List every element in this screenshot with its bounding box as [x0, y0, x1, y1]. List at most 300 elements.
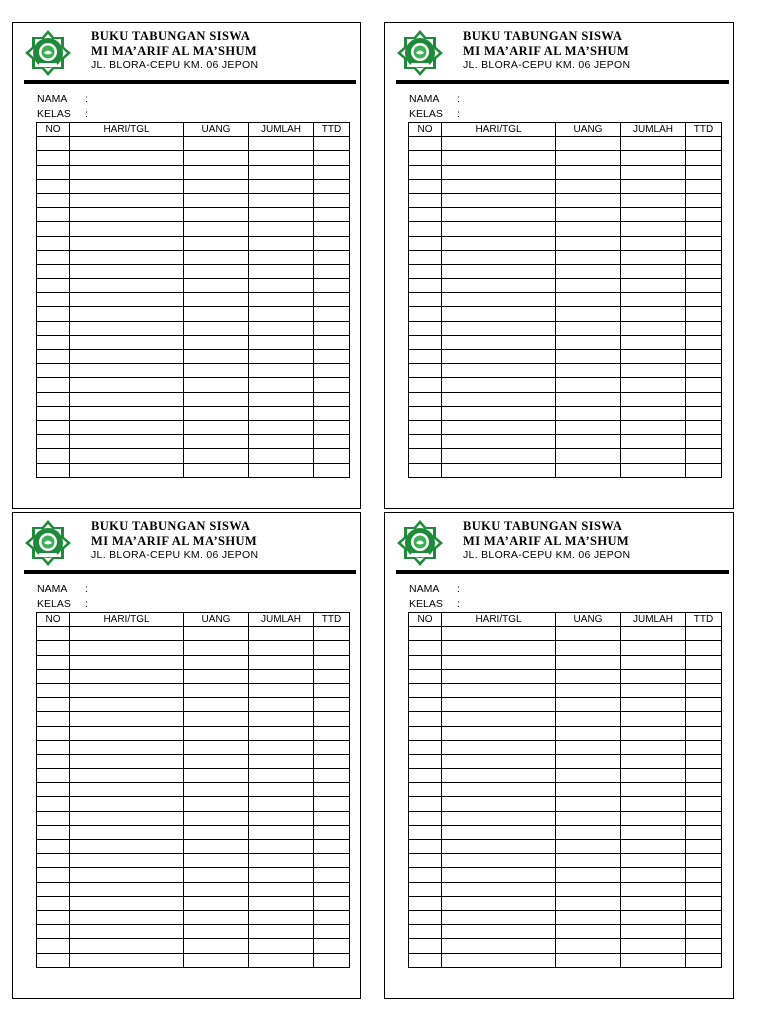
- table-cell[interactable]: [556, 463, 621, 477]
- table-cell[interactable]: [442, 726, 556, 740]
- table-cell[interactable]: [556, 222, 621, 236]
- table-cell[interactable]: [314, 868, 350, 882]
- table-cell[interactable]: [686, 627, 722, 641]
- table-cell[interactable]: [70, 321, 184, 335]
- table-cell[interactable]: [442, 754, 556, 768]
- table-cell[interactable]: [70, 896, 184, 910]
- table-cell[interactable]: [556, 250, 621, 264]
- table-cell[interactable]: [184, 797, 249, 811]
- table-cell[interactable]: [442, 953, 556, 967]
- table-cell[interactable]: [37, 953, 70, 967]
- table-cell[interactable]: [621, 463, 686, 477]
- table-cell[interactable]: [70, 797, 184, 811]
- table-cell[interactable]: [184, 435, 249, 449]
- table-cell[interactable]: [184, 825, 249, 839]
- table-cell[interactable]: [249, 378, 314, 392]
- table-cell[interactable]: [409, 825, 442, 839]
- table-cell[interactable]: [621, 165, 686, 179]
- table-cell[interactable]: [70, 222, 184, 236]
- table-cell[interactable]: [314, 151, 350, 165]
- table-cell[interactable]: [184, 683, 249, 697]
- table-cell[interactable]: [686, 151, 722, 165]
- table-cell[interactable]: [184, 754, 249, 768]
- table-cell[interactable]: [686, 463, 722, 477]
- table-cell[interactable]: [37, 669, 70, 683]
- table-cell[interactable]: [686, 641, 722, 655]
- table-cell[interactable]: [556, 910, 621, 924]
- table-cell[interactable]: [314, 840, 350, 854]
- table-cell[interactable]: [184, 378, 249, 392]
- table-cell[interactable]: [442, 825, 556, 839]
- table-cell[interactable]: [621, 406, 686, 420]
- table-cell[interactable]: [686, 250, 722, 264]
- table-cell[interactable]: [249, 953, 314, 967]
- table-cell[interactable]: [556, 939, 621, 953]
- table-cell[interactable]: [442, 882, 556, 896]
- table-cell[interactable]: [556, 165, 621, 179]
- table-cell[interactable]: [409, 882, 442, 896]
- table-cell[interactable]: [409, 840, 442, 854]
- table-cell[interactable]: [686, 726, 722, 740]
- table-cell[interactable]: [37, 655, 70, 669]
- table-cell[interactable]: [442, 222, 556, 236]
- table-cell[interactable]: [409, 392, 442, 406]
- table-cell[interactable]: [556, 698, 621, 712]
- table-cell[interactable]: [249, 165, 314, 179]
- table-cell[interactable]: [621, 712, 686, 726]
- table-cell[interactable]: [37, 449, 70, 463]
- table-cell[interactable]: [37, 754, 70, 768]
- table-cell[interactable]: [442, 420, 556, 434]
- table-cell[interactable]: [409, 435, 442, 449]
- table-cell[interactable]: [556, 627, 621, 641]
- table-cell[interactable]: [621, 641, 686, 655]
- table-cell[interactable]: [621, 783, 686, 797]
- table-cell[interactable]: [37, 896, 70, 910]
- table-cell[interactable]: [314, 939, 350, 953]
- table-cell[interactable]: [556, 683, 621, 697]
- table-cell[interactable]: [37, 435, 70, 449]
- table-cell[interactable]: [70, 726, 184, 740]
- table-cell[interactable]: [621, 840, 686, 854]
- table-cell[interactable]: [621, 627, 686, 641]
- table-cell[interactable]: [249, 193, 314, 207]
- table-cell[interactable]: [249, 264, 314, 278]
- table-cell[interactable]: [70, 655, 184, 669]
- table-cell[interactable]: [184, 740, 249, 754]
- table-cell[interactable]: [621, 321, 686, 335]
- table-cell[interactable]: [556, 335, 621, 349]
- table-cell[interactable]: [70, 882, 184, 896]
- table-cell[interactable]: [70, 910, 184, 924]
- table-cell[interactable]: [409, 165, 442, 179]
- table-cell[interactable]: [409, 463, 442, 477]
- table-cell[interactable]: [184, 222, 249, 236]
- table-cell[interactable]: [442, 208, 556, 222]
- table-cell[interactable]: [442, 854, 556, 868]
- table-cell[interactable]: [409, 250, 442, 264]
- table-cell[interactable]: [314, 321, 350, 335]
- table-cell[interactable]: [37, 463, 70, 477]
- table-cell[interactable]: [621, 726, 686, 740]
- table-cell[interactable]: [409, 854, 442, 868]
- table-cell[interactable]: [314, 641, 350, 655]
- table-cell[interactable]: [409, 910, 442, 924]
- table-cell[interactable]: [70, 250, 184, 264]
- table-cell[interactable]: [556, 364, 621, 378]
- table-cell[interactable]: [621, 754, 686, 768]
- table-cell[interactable]: [70, 420, 184, 434]
- table-cell[interactable]: [442, 740, 556, 754]
- table-cell[interactable]: [314, 449, 350, 463]
- table-cell[interactable]: [442, 364, 556, 378]
- table-cell[interactable]: [621, 378, 686, 392]
- table-cell[interactable]: [70, 939, 184, 953]
- table-cell[interactable]: [409, 712, 442, 726]
- table-cell[interactable]: [70, 825, 184, 839]
- table-cell[interactable]: [409, 769, 442, 783]
- table-cell[interactable]: [184, 321, 249, 335]
- table-cell[interactable]: [314, 854, 350, 868]
- table-cell[interactable]: [37, 854, 70, 868]
- table-cell[interactable]: [37, 378, 70, 392]
- table-cell[interactable]: [37, 406, 70, 420]
- table-cell[interactable]: [442, 193, 556, 207]
- table-cell[interactable]: [314, 307, 350, 321]
- table-cell[interactable]: [409, 420, 442, 434]
- table-cell[interactable]: [184, 179, 249, 193]
- table-cell[interactable]: [556, 868, 621, 882]
- table-cell[interactable]: [37, 151, 70, 165]
- table-cell[interactable]: [249, 321, 314, 335]
- table-cell[interactable]: [314, 698, 350, 712]
- table-cell[interactable]: [442, 641, 556, 655]
- table-cell[interactable]: [556, 193, 621, 207]
- table-cell[interactable]: [184, 627, 249, 641]
- table-cell[interactable]: [249, 825, 314, 839]
- table-cell[interactable]: [442, 378, 556, 392]
- table-cell[interactable]: [249, 641, 314, 655]
- table-cell[interactable]: [249, 939, 314, 953]
- table-cell[interactable]: [70, 392, 184, 406]
- table-cell[interactable]: [442, 179, 556, 193]
- table-cell[interactable]: [442, 939, 556, 953]
- table-cell[interactable]: [556, 321, 621, 335]
- table-cell[interactable]: [556, 840, 621, 854]
- table-cell[interactable]: [70, 925, 184, 939]
- table-cell[interactable]: [184, 641, 249, 655]
- table-cell[interactable]: [442, 683, 556, 697]
- table-cell[interactable]: [37, 193, 70, 207]
- table-cell[interactable]: [314, 627, 350, 641]
- table-cell[interactable]: [409, 896, 442, 910]
- table-cell[interactable]: [621, 350, 686, 364]
- table-cell[interactable]: [686, 825, 722, 839]
- table-cell[interactable]: [556, 435, 621, 449]
- table-cell[interactable]: [249, 655, 314, 669]
- table-cell[interactable]: [37, 137, 70, 151]
- table-cell[interactable]: [556, 406, 621, 420]
- table-cell[interactable]: [556, 420, 621, 434]
- table-cell[interactable]: [621, 222, 686, 236]
- table-cell[interactable]: [249, 392, 314, 406]
- table-cell[interactable]: [249, 910, 314, 924]
- table-cell[interactable]: [70, 627, 184, 641]
- table-cell[interactable]: [249, 627, 314, 641]
- table-cell[interactable]: [37, 811, 70, 825]
- table-cell[interactable]: [686, 783, 722, 797]
- table-cell[interactable]: [686, 335, 722, 349]
- table-cell[interactable]: [686, 137, 722, 151]
- table-cell[interactable]: [249, 726, 314, 740]
- table-cell[interactable]: [70, 783, 184, 797]
- table-cell[interactable]: [314, 335, 350, 349]
- table-cell[interactable]: [184, 392, 249, 406]
- table-cell[interactable]: [409, 698, 442, 712]
- table-cell[interactable]: [249, 350, 314, 364]
- table-cell[interactable]: [314, 740, 350, 754]
- table-cell[interactable]: [70, 335, 184, 349]
- table-cell[interactable]: [314, 350, 350, 364]
- table-cell[interactable]: [184, 293, 249, 307]
- table-cell[interactable]: [621, 307, 686, 321]
- table-cell[interactable]: [314, 882, 350, 896]
- table-cell[interactable]: [70, 449, 184, 463]
- table-cell[interactable]: [37, 179, 70, 193]
- table-cell[interactable]: [686, 350, 722, 364]
- table-cell[interactable]: [37, 420, 70, 434]
- table-cell[interactable]: [409, 335, 442, 349]
- table-cell[interactable]: [314, 193, 350, 207]
- table-cell[interactable]: [409, 279, 442, 293]
- table-cell[interactable]: [621, 137, 686, 151]
- table-cell[interactable]: [184, 165, 249, 179]
- table-cell[interactable]: [442, 321, 556, 335]
- table-cell[interactable]: [621, 364, 686, 378]
- table-cell[interactable]: [409, 350, 442, 364]
- table-cell[interactable]: [442, 655, 556, 669]
- table-cell[interactable]: [442, 783, 556, 797]
- table-cell[interactable]: [37, 882, 70, 896]
- table-cell[interactable]: [70, 208, 184, 222]
- table-cell[interactable]: [442, 627, 556, 641]
- table-cell[interactable]: [184, 953, 249, 967]
- table-cell[interactable]: [184, 655, 249, 669]
- table-cell[interactable]: [556, 655, 621, 669]
- table-cell[interactable]: [37, 910, 70, 924]
- table-cell[interactable]: [184, 350, 249, 364]
- table-cell[interactable]: [409, 449, 442, 463]
- table-cell[interactable]: [184, 208, 249, 222]
- table-cell[interactable]: [686, 293, 722, 307]
- table-cell[interactable]: [556, 882, 621, 896]
- table-cell[interactable]: [686, 712, 722, 726]
- table-cell[interactable]: [442, 712, 556, 726]
- table-cell[interactable]: [621, 698, 686, 712]
- table-cell[interactable]: [556, 378, 621, 392]
- table-cell[interactable]: [314, 250, 350, 264]
- table-cell[interactable]: [249, 712, 314, 726]
- table-cell[interactable]: [70, 350, 184, 364]
- table-cell[interactable]: [184, 669, 249, 683]
- table-cell[interactable]: [556, 279, 621, 293]
- table-cell[interactable]: [314, 953, 350, 967]
- table-cell[interactable]: [442, 811, 556, 825]
- table-cell[interactable]: [70, 854, 184, 868]
- table-cell[interactable]: [556, 293, 621, 307]
- table-cell[interactable]: [249, 463, 314, 477]
- table-cell[interactable]: [442, 797, 556, 811]
- table-cell[interactable]: [249, 896, 314, 910]
- table-cell[interactable]: [442, 669, 556, 683]
- table-cell[interactable]: [314, 406, 350, 420]
- table-cell[interactable]: [621, 193, 686, 207]
- table-cell[interactable]: [686, 740, 722, 754]
- table-cell[interactable]: [686, 882, 722, 896]
- table-cell[interactable]: [37, 683, 70, 697]
- table-cell[interactable]: [184, 882, 249, 896]
- table-cell[interactable]: [556, 740, 621, 754]
- table-cell[interactable]: [249, 420, 314, 434]
- table-cell[interactable]: [556, 151, 621, 165]
- table-cell[interactable]: [184, 939, 249, 953]
- table-cell[interactable]: [184, 712, 249, 726]
- table-cell[interactable]: [442, 769, 556, 783]
- table-cell[interactable]: [556, 726, 621, 740]
- table-cell[interactable]: [314, 137, 350, 151]
- table-cell[interactable]: [314, 364, 350, 378]
- table-cell[interactable]: [37, 769, 70, 783]
- table-cell[interactable]: [70, 769, 184, 783]
- table-cell[interactable]: [621, 420, 686, 434]
- table-cell[interactable]: [249, 868, 314, 882]
- table-cell[interactable]: [37, 335, 70, 349]
- table-cell[interactable]: [70, 293, 184, 307]
- table-cell[interactable]: [621, 868, 686, 882]
- table-cell[interactable]: [442, 698, 556, 712]
- table-cell[interactable]: [621, 151, 686, 165]
- table-cell[interactable]: [409, 627, 442, 641]
- table-cell[interactable]: [37, 712, 70, 726]
- table-cell[interactable]: [442, 279, 556, 293]
- table-cell[interactable]: [686, 811, 722, 825]
- table-cell[interactable]: [686, 165, 722, 179]
- table-cell[interactable]: [686, 264, 722, 278]
- table-cell[interactable]: [249, 854, 314, 868]
- table-cell[interactable]: [184, 811, 249, 825]
- table-cell[interactable]: [621, 669, 686, 683]
- table-cell[interactable]: [686, 698, 722, 712]
- table-cell[interactable]: [70, 669, 184, 683]
- table-cell[interactable]: [556, 641, 621, 655]
- table-cell[interactable]: [442, 236, 556, 250]
- table-cell[interactable]: [249, 208, 314, 222]
- table-cell[interactable]: [442, 293, 556, 307]
- table-cell[interactable]: [621, 392, 686, 406]
- table-cell[interactable]: [686, 208, 722, 222]
- table-cell[interactable]: [556, 811, 621, 825]
- table-cell[interactable]: [184, 698, 249, 712]
- table-cell[interactable]: [314, 222, 350, 236]
- table-cell[interactable]: [70, 698, 184, 712]
- table-cell[interactable]: [249, 151, 314, 165]
- table-cell[interactable]: [442, 392, 556, 406]
- table-cell[interactable]: [621, 769, 686, 783]
- table-cell[interactable]: [409, 953, 442, 967]
- table-cell[interactable]: [409, 669, 442, 683]
- table-cell[interactable]: [249, 435, 314, 449]
- table-cell[interactable]: [314, 208, 350, 222]
- table-cell[interactable]: [409, 868, 442, 882]
- table-cell[interactable]: [70, 641, 184, 655]
- table-cell[interactable]: [70, 435, 184, 449]
- table-cell[interactable]: [249, 740, 314, 754]
- table-cell[interactable]: [314, 655, 350, 669]
- table-cell[interactable]: [314, 420, 350, 434]
- table-cell[interactable]: [249, 406, 314, 420]
- table-cell[interactable]: [621, 910, 686, 924]
- table-cell[interactable]: [314, 378, 350, 392]
- table-cell[interactable]: [314, 392, 350, 406]
- table-cell[interactable]: [621, 683, 686, 697]
- table-cell[interactable]: [442, 335, 556, 349]
- table-cell[interactable]: [621, 435, 686, 449]
- table-cell[interactable]: [70, 378, 184, 392]
- table-cell[interactable]: [70, 236, 184, 250]
- table-cell[interactable]: [442, 165, 556, 179]
- table-cell[interactable]: [184, 193, 249, 207]
- table-cell[interactable]: [184, 449, 249, 463]
- table-cell[interactable]: [249, 754, 314, 768]
- table-cell[interactable]: [37, 783, 70, 797]
- table-cell[interactable]: [621, 896, 686, 910]
- table-cell[interactable]: [556, 925, 621, 939]
- table-cell[interactable]: [556, 449, 621, 463]
- table-cell[interactable]: [442, 406, 556, 420]
- table-cell[interactable]: [621, 825, 686, 839]
- table-cell[interactable]: [442, 435, 556, 449]
- table-cell[interactable]: [686, 179, 722, 193]
- table-cell[interactable]: [409, 939, 442, 953]
- table-cell[interactable]: [249, 364, 314, 378]
- table-cell[interactable]: [686, 754, 722, 768]
- table-cell[interactable]: [686, 307, 722, 321]
- table-cell[interactable]: [556, 783, 621, 797]
- table-cell[interactable]: [37, 726, 70, 740]
- table-cell[interactable]: [409, 236, 442, 250]
- table-cell[interactable]: [409, 179, 442, 193]
- table-cell[interactable]: [37, 797, 70, 811]
- table-cell[interactable]: [409, 797, 442, 811]
- table-cell[interactable]: [409, 222, 442, 236]
- table-cell[interactable]: [686, 910, 722, 924]
- table-cell[interactable]: [442, 264, 556, 278]
- table-cell[interactable]: [249, 222, 314, 236]
- table-cell[interactable]: [249, 236, 314, 250]
- table-cell[interactable]: [249, 683, 314, 697]
- table-cell[interactable]: [249, 307, 314, 321]
- table-cell[interactable]: [37, 925, 70, 939]
- table-cell[interactable]: [442, 868, 556, 882]
- table-cell[interactable]: [621, 236, 686, 250]
- table-cell[interactable]: [442, 463, 556, 477]
- table-cell[interactable]: [314, 910, 350, 924]
- table-cell[interactable]: [621, 279, 686, 293]
- table-cell[interactable]: [442, 350, 556, 364]
- table-cell[interactable]: [442, 910, 556, 924]
- table-cell[interactable]: [409, 754, 442, 768]
- table-cell[interactable]: [37, 208, 70, 222]
